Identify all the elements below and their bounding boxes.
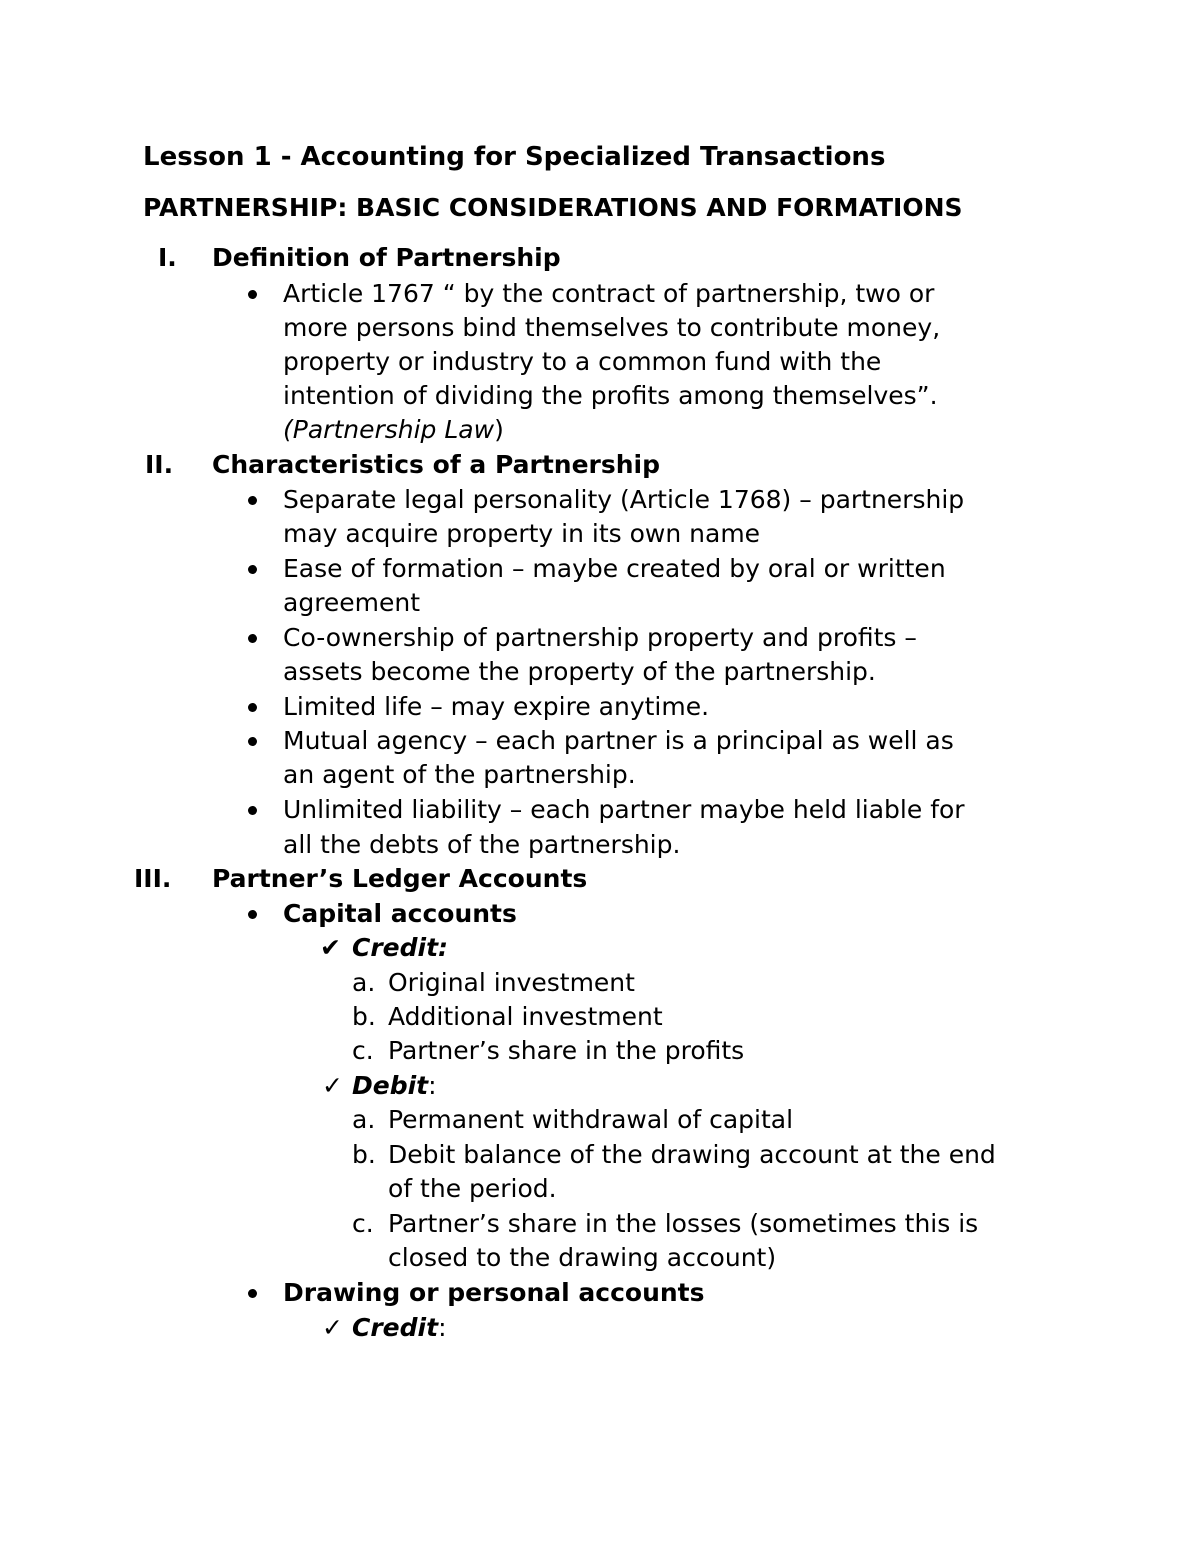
entry-type-label bbox=[352, 1311, 447, 1345]
citation-source: Partnership Law bbox=[292, 415, 495, 444]
bullet-icon bbox=[246, 690, 260, 724]
entry-type-text: Debit bbox=[352, 1071, 429, 1100]
list-item-line: Co-ownership of partnership property and profits – bbox=[283, 623, 917, 652]
list-item-line: property or industry to a common fund with the bbox=[283, 347, 882, 376]
list-item-line: Ease of formation – maybe created by oral or written bbox=[283, 554, 946, 583]
section-subtitle: PARTNERSHIP: BASIC CONSIDERATIONS AND FORMATIONS bbox=[143, 193, 963, 222]
list-item-line: Additional investment bbox=[388, 1002, 663, 1031]
bullet-icon bbox=[246, 483, 260, 517]
entry-type-label bbox=[352, 931, 448, 965]
list-item-line: all the debts of the partnership. bbox=[283, 830, 681, 859]
bullet-icon bbox=[246, 277, 260, 311]
list-item-line: more persons bind themselves to contribute money, bbox=[283, 313, 941, 342]
entry-type-colon: : bbox=[438, 1313, 447, 1342]
list-item-line: of the period. bbox=[388, 1174, 557, 1203]
citation bbox=[283, 413, 504, 447]
list-letter: c. bbox=[352, 1209, 374, 1238]
section-numeral: I. bbox=[158, 243, 177, 272]
check-mark-icon: ✓ bbox=[322, 1071, 343, 1100]
list-letter: a. bbox=[352, 968, 376, 997]
list-item-line: Partner’s share in the profits bbox=[388, 1036, 745, 1065]
entry-type-colon: : bbox=[428, 1071, 437, 1100]
list-item-line: Partner’s share in the losses (sometimes this is bbox=[388, 1209, 979, 1238]
entry-type-text: Credit bbox=[352, 1313, 439, 1342]
bullet-icon bbox=[246, 1276, 260, 1310]
bullet-icon bbox=[246, 621, 260, 655]
list-letter: b. bbox=[352, 1002, 376, 1031]
list-letter: c. bbox=[352, 1036, 374, 1065]
list-item-line: intention of dividing the profits among themselves”. bbox=[283, 381, 938, 410]
account-label: Drawing or personal accounts bbox=[283, 1278, 705, 1307]
bullet-icon bbox=[246, 793, 260, 827]
list-item-line: Unlimited liability – each partner maybe held liable for bbox=[283, 795, 965, 824]
bullet-icon bbox=[246, 552, 260, 586]
list-item-line: Separate legal personality (Article 1768) – partnership bbox=[283, 485, 965, 514]
list-item-line: Debit balance of the drawing account at the end bbox=[388, 1140, 996, 1169]
check-mark-icon: ✓ bbox=[322, 1313, 343, 1342]
account-label: Capital accounts bbox=[283, 899, 517, 928]
list-item-line: closed to the drawing account) bbox=[388, 1243, 777, 1272]
section-heading: Characteristics of a Partnership bbox=[212, 450, 660, 479]
list-item-line: agreement bbox=[283, 588, 421, 617]
list-item-line: Original investment bbox=[388, 968, 635, 997]
citation-open: ( bbox=[283, 415, 293, 444]
section-numeral: III. bbox=[134, 864, 172, 893]
list-item-line: Limited life – may expire anytime. bbox=[283, 692, 710, 721]
list-item-line: Permanent withdrawal of capital bbox=[388, 1105, 794, 1134]
section-heading: Definition of Partnership bbox=[212, 243, 561, 272]
section-numeral: II. bbox=[145, 450, 174, 479]
list-letter: b. bbox=[352, 1140, 376, 1169]
list-item-line: assets become the property of the partnership. bbox=[283, 657, 876, 686]
entry-type-text: Credit: bbox=[352, 933, 449, 962]
citation-close: ) bbox=[494, 415, 504, 444]
list-letter: a. bbox=[352, 1105, 376, 1134]
bullet-icon bbox=[246, 724, 260, 758]
entry-type-label bbox=[352, 1069, 437, 1103]
section-heading: Partner’s Ledger Accounts bbox=[212, 864, 588, 893]
list-item-line: an agent of the partnership. bbox=[283, 760, 636, 789]
list-item-line: may acquire property in its own name bbox=[283, 519, 761, 548]
lesson-title: Lesson 1 - Accounting for Specialized Transactions bbox=[143, 142, 886, 172]
list-item-line: Article 1767 “ by the contract of partnership, two or bbox=[283, 279, 935, 308]
bullet-icon bbox=[246, 897, 260, 931]
list-item-line: Mutual agency – each partner is a principal as well as bbox=[283, 726, 954, 755]
check-mark-icon: ✔ bbox=[320, 933, 341, 962]
